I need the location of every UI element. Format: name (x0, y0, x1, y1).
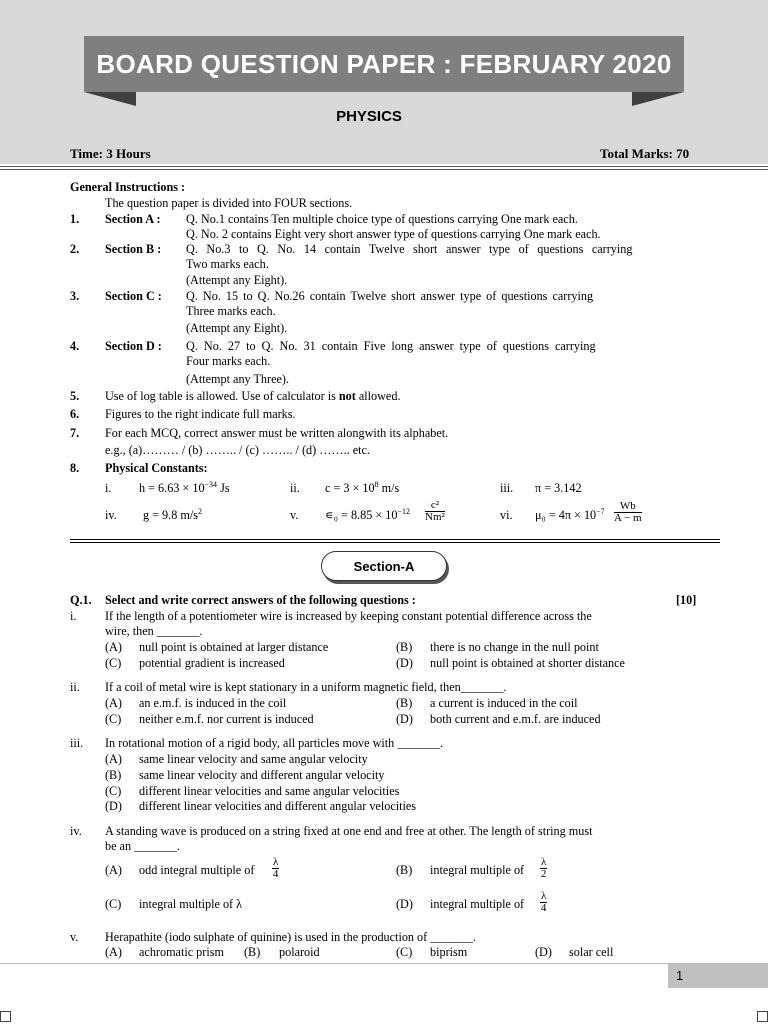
subquestion-stem: If a coil of metal wire is kept stationary in a uniform magnetic field, then_______. (105, 680, 507, 694)
instruction-number: 1. (70, 212, 80, 226)
lambda-fraction: $\frac{\lambda}{4}$ (540, 890, 547, 914)
section-a-title: Section-A (353, 558, 415, 574)
option-letter: (B) (396, 696, 413, 710)
instruction-number: 8. (70, 461, 80, 475)
section-separator-bottom (70, 542, 720, 543)
footer-rule (0, 963, 768, 964)
option-text: neither e.m.f. nor current is induced (139, 712, 314, 726)
instruction-text: Q. No.3 to Q. No. 14 contain Twelve short answer type of questions carrying (186, 242, 633, 256)
option-letter: (A) (105, 863, 122, 877)
option-text: a current is induced in the coil (430, 696, 578, 710)
subquestion-number: iv. (70, 824, 82, 838)
mcq-example: e.g., (a)……… / (b) …….. / (c) …….. / (d) …….. etc. (105, 443, 371, 457)
option-letter: (B) (244, 945, 261, 959)
section-a-badge (321, 551, 447, 581)
corner-mark-right (757, 1011, 768, 1022)
subquestion-number: iii. (70, 736, 84, 750)
constant-index: vi. (500, 508, 513, 522)
option-text: odd integral multiple of (139, 863, 255, 877)
time-allowed: Time: 3 Hours (70, 146, 151, 161)
option-letter: (B) (105, 768, 122, 782)
option-letter: (C) (105, 897, 122, 911)
section-d-label: Section D : (105, 339, 162, 353)
option-text: different linear velocities and same angular velocities (139, 784, 400, 798)
instruction-number: 7. (70, 426, 80, 440)
subquestion-stem: Herapathite (iodo sulphate of quinine) is used in the production of _______. (105, 930, 476, 944)
option-letter: (A) (105, 945, 122, 959)
page-number-box (668, 964, 768, 988)
option-text: biprism (430, 945, 468, 959)
section-separator-top (70, 539, 720, 540)
subquestion-stem: In rotational motion of a rigid body, all particles move with _______. (105, 736, 444, 750)
page-number: 1 (676, 968, 684, 983)
option-letter: (D) (535, 945, 552, 959)
instruction-number: 6. (70, 407, 80, 421)
instruction-calculator: Use of log table is allowed. Use of calculator is not allowed. (105, 389, 401, 403)
constant-index: ii. (290, 481, 300, 495)
paper-title-banner (84, 36, 684, 92)
constants-title: Physical Constants: (105, 461, 208, 475)
banner-fold-right (632, 92, 684, 106)
option-letter: (C) (396, 945, 413, 959)
constant-gravity: g = 9.8 $m/s^2$ (143, 506, 202, 522)
option-letter: (C) (105, 712, 122, 726)
subquestion-stem: be an _______. (105, 839, 180, 853)
instruction-text: Two marks each. (186, 257, 269, 271)
corner-mark-left (0, 1011, 11, 1022)
instruction-text: Q. No. 27 to Q. No. 31 contain Five long answer type of questions carrying (186, 339, 596, 353)
option-letter: (A) (105, 640, 122, 654)
constant-pi: π = 3.142 (535, 481, 582, 495)
option-text: polaroid (279, 945, 320, 959)
subquestion-stem: If the length of a potentiometer wire is increased by keeping constant potential difference across the (105, 609, 592, 623)
option-letter: (A) (105, 696, 122, 710)
instruction-text: (Attempt any Eight). (186, 321, 288, 335)
constant-light-speed: $c = 3 \times 10^8$ m/s (325, 479, 400, 495)
constant-index: iv. (105, 508, 117, 522)
option-text: integral multiple of λ (139, 897, 243, 911)
option-text: solar cell (569, 945, 614, 959)
lambda-fraction: $\frac{\lambda}{4}$ (272, 856, 279, 880)
option-text: null point is obtained at larger distance (139, 640, 329, 654)
section-a-label: Section A : (105, 212, 161, 226)
option-text: both current and e.m.f. are induced (430, 712, 601, 726)
subquestion-number: ii. (70, 680, 80, 694)
header-rule-top (0, 166, 768, 167)
subquestion-number: v. (70, 930, 79, 944)
permeability-unit-fraction: $\frac{Wb}{A - m}$ (614, 500, 642, 524)
option-text: same linear velocity and same angular velocity (139, 752, 368, 766)
subquestion-number: i. (70, 609, 77, 623)
instructions-intro: The question paper is divided into FOUR sections. (105, 196, 353, 210)
option-letter: (D) (396, 712, 413, 726)
question-number: Q.1. (70, 593, 92, 607)
option-letter: (B) (396, 640, 413, 654)
option-text: integral multiple of (430, 897, 525, 911)
option-letter: (B) (396, 863, 413, 877)
option-text: achromatic prism (139, 945, 224, 959)
question-marks: [10] (676, 593, 697, 607)
instruction-text: Three marks each. (186, 304, 276, 318)
option-letter: (C) (105, 784, 122, 798)
subject-title: PHYSICS (336, 108, 402, 125)
option-letter: (A) (105, 752, 122, 766)
option-text: integral multiple of (430, 863, 525, 877)
option-text: potential gradient is increased (139, 656, 285, 670)
option-text: null point is obtained at shorter distance (430, 656, 625, 670)
instruction-text: Four marks each. (186, 354, 271, 368)
option-letter: (D) (396, 897, 413, 911)
instruction-number: 3. (70, 289, 80, 303)
option-text: an e.m.f. is induced in the coil (139, 696, 287, 710)
section-b-label: Section B : (105, 242, 162, 256)
permittivity-unit-fraction: $\frac{\text{c²}}{\text{Nm²}}$ (425, 499, 445, 523)
option-letter: (C) (105, 656, 122, 670)
option-letter: (D) (396, 656, 413, 670)
constant-index: i. (105, 481, 112, 495)
constant-permeability: $\mu_0 = 4\pi \times 10^{-7}$ (535, 506, 605, 522)
instruction-text: Q. No. 15 to Q. No.26 contain Twelve short answer type of questions carrying (186, 289, 594, 303)
instruction-text: (Attempt any Eight). (186, 273, 288, 287)
option-text: there is no change in the null point (430, 640, 599, 654)
option-text: different linear velocities and different angular velocities (139, 799, 417, 813)
instruction-number: 2. (70, 242, 80, 256)
constant-permittivity: ∊₀ = $8.85 \times 10^{-12}$ (325, 506, 410, 522)
constant-index: iii. (500, 481, 514, 495)
instruction-number: 5. (70, 389, 80, 403)
subquestion-stem: A standing wave is produced on a string fixed at one end and free at other. The length of string must (105, 824, 593, 838)
instruction-number: 4. (70, 339, 80, 353)
section-c-label: Section C : (105, 289, 162, 303)
constant-index: v. (290, 508, 299, 522)
instruction-text: Figures to the right indicate full marks. (105, 407, 296, 421)
question-title: Select and write correct answers of the following questions : (105, 593, 416, 607)
header-rule-bottom (0, 169, 768, 170)
instruction-text: Q. No.1 contains Ten multiple choice type of questions carrying One mark each. (186, 212, 578, 226)
option-text: same linear velocity and different angular velocity (139, 768, 385, 782)
constant-planck: $h = 6.63 \times 10^{-34}$ Js (139, 479, 230, 495)
subquestion-stem: wire, then _______. (105, 624, 203, 638)
banner-fold-left (84, 92, 136, 106)
instruction-text: For each MCQ, correct answer must be written alongwith its alphabet. (105, 426, 449, 440)
total-marks: Total Marks: 70 (600, 146, 690, 161)
option-letter: (D) (105, 799, 122, 813)
paper-title: BOARD QUESTION PAPER : FEBRUARY 2020 (96, 48, 672, 79)
instruction-text: Q. No. 2 contains Eight very short answer type of questions carrying One mark each. (186, 227, 601, 241)
instruction-text: (Attempt any Three). (186, 372, 289, 386)
lambda-fraction: $\frac{\lambda}{2}$ (540, 856, 547, 880)
instructions-title: General Instructions : (70, 180, 186, 194)
